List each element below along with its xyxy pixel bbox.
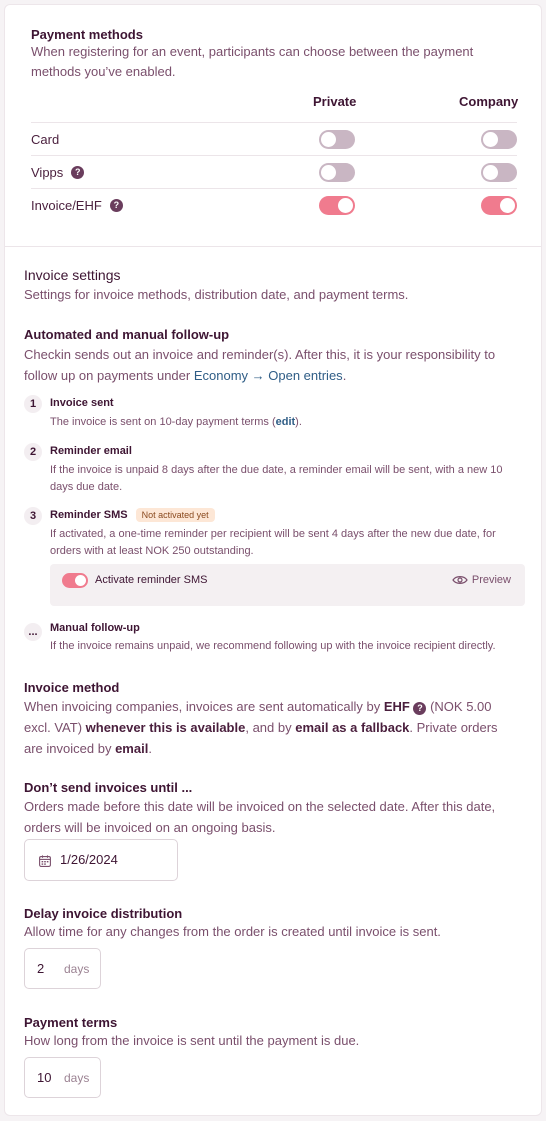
invoice-company-toggle[interactable] — [481, 196, 517, 215]
step-number: 2 — [24, 443, 42, 461]
step-title — [50, 445, 132, 457]
payment-row-vipps — [31, 155, 517, 188]
invoice-settings-title: Invoice settings — [24, 267, 121, 283]
text-bold: email as a fallback — [295, 720, 410, 735]
column-header-private: Private — [313, 94, 357, 109]
settings-card — [4, 4, 542, 1116]
step-title-text: Manual follow-up — [50, 622, 140, 634]
text-bold: email — [115, 741, 149, 756]
activate-sms-toggle[interactable] — [62, 573, 88, 588]
step-text: If activated, a one-time reminder per recipient will be sent 4 days after the new due date, for orders with at least NOK 250 outstanding. — [50, 528, 496, 557]
followup-title: Automated and manual follow-up — [24, 327, 230, 342]
invoice-private-toggle[interactable] — [319, 196, 355, 215]
column-header-company: Company — [459, 94, 519, 109]
step-number: ... — [24, 623, 42, 641]
payment-row-card — [31, 122, 517, 155]
payment-method-label: Invoice/EHF — [31, 198, 102, 213]
step-title-text: Reminder email — [50, 445, 132, 457]
vipps-company-toggle[interactable] — [481, 163, 517, 182]
terms-unit: days — [64, 1071, 90, 1085]
step-text-part: ). — [295, 416, 302, 428]
delay-unit: days — [64, 962, 90, 976]
text-part: (NOK 5.00 excl. VAT) — [24, 699, 492, 735]
terms-value: 10 — [37, 1070, 52, 1085]
delay-value: 2 — [37, 961, 45, 976]
step-number: 1 — [24, 395, 42, 413]
card-private-toggle[interactable] — [319, 130, 355, 149]
date-value: 1/26/2024 — [60, 852, 118, 867]
date-picker-input[interactable] — [24, 839, 178, 881]
invoice-method-text — [24, 696, 514, 759]
text-part: When invoicing companies, invoices are sent automatically by — [24, 699, 384, 714]
step-text: If the invoice remains unpaid, we recommend following up with the invoice recipient directly. — [50, 640, 496, 652]
step-number: 3 — [24, 507, 42, 525]
payment-row-invoice-ehf — [31, 188, 517, 221]
payment-method-label: Vipps — [31, 165, 64, 180]
sms-toggle-panel — [50, 564, 525, 606]
step-title — [50, 397, 114, 409]
calendar-icon — [39, 855, 51, 867]
step-title-text: Reminder SMS — [50, 509, 128, 521]
invoice-settings-subtitle: Settings for invoice methods, distribution date, and payment terms. — [24, 287, 409, 302]
help-icon[interactable]: ? — [110, 199, 123, 212]
text-bold: EHF — [383, 699, 410, 714]
text-part: . Private orders are invoiced by — [24, 720, 498, 756]
step-text-part: The invoice is sent on 10-day payment terms ( — [50, 416, 276, 428]
invoice-method-title: Invoice method — [24, 680, 120, 695]
text-part: , and by — [245, 720, 296, 735]
activate-sms-label: Activate reminder SMS — [95, 574, 208, 586]
dont-send-text: Orders made before this date will be invoiced on the selected date. After this date, orders will be invoiced on an ongoing basis. — [24, 799, 496, 835]
text-part: . — [148, 741, 152, 756]
economy-open-entries-link[interactable]: Economy → Open entries — [193, 368, 343, 383]
card-company-toggle[interactable] — [481, 130, 517, 149]
payment-terms-title: Payment terms — [24, 1015, 118, 1030]
followup-text-part: Checkin sends out an invoice and reminder(s). After this, it is your responsibility to follow up on payments under — [24, 347, 496, 383]
payment-methods-title: Payment methods — [31, 27, 143, 42]
preview-button[interactable] — [452, 574, 511, 586]
payment-methods-section — [5, 5, 541, 247]
payment-terms-text: How long from the invoice is sent until the payment is due. — [24, 1033, 360, 1048]
payment-methods-subtitle: When registering for an event, participants can choose between the payment methods you’ve enabled. — [31, 44, 474, 79]
payment-method-label: Card — [31, 132, 60, 147]
delay-title: Delay invoice distribution — [24, 906, 183, 921]
delay-text: Allow time for any changes from the order is created until invoice is sent. — [24, 924, 441, 939]
followup-text-part: . — [342, 368, 347, 383]
preview-label: Preview — [471, 574, 511, 586]
help-icon[interactable]: ? — [71, 166, 84, 179]
payment-terms-input[interactable] — [24, 1057, 101, 1098]
eye-icon — [452, 575, 468, 585]
step-text: If the invoice is unpaid 8 days after the due date, a reminder email will be sent, with a new 10 days due date. — [50, 464, 503, 493]
dont-send-title: Don’t send invoices until ... — [24, 780, 193, 795]
followup-text — [24, 344, 514, 386]
help-icon[interactable]: ? — [413, 702, 426, 715]
vipps-private-toggle[interactable] — [319, 163, 355, 182]
edit-terms-link[interactable]: edit — [275, 416, 296, 428]
step-title — [50, 508, 215, 522]
step-title-text: Invoice sent — [50, 397, 114, 409]
step-text — [50, 414, 526, 431]
step-title — [50, 622, 140, 634]
text-bold: whenever this is available — [85, 720, 246, 735]
status-badge: Not activated yet — [136, 508, 215, 522]
delay-days-input[interactable] — [24, 948, 101, 989]
